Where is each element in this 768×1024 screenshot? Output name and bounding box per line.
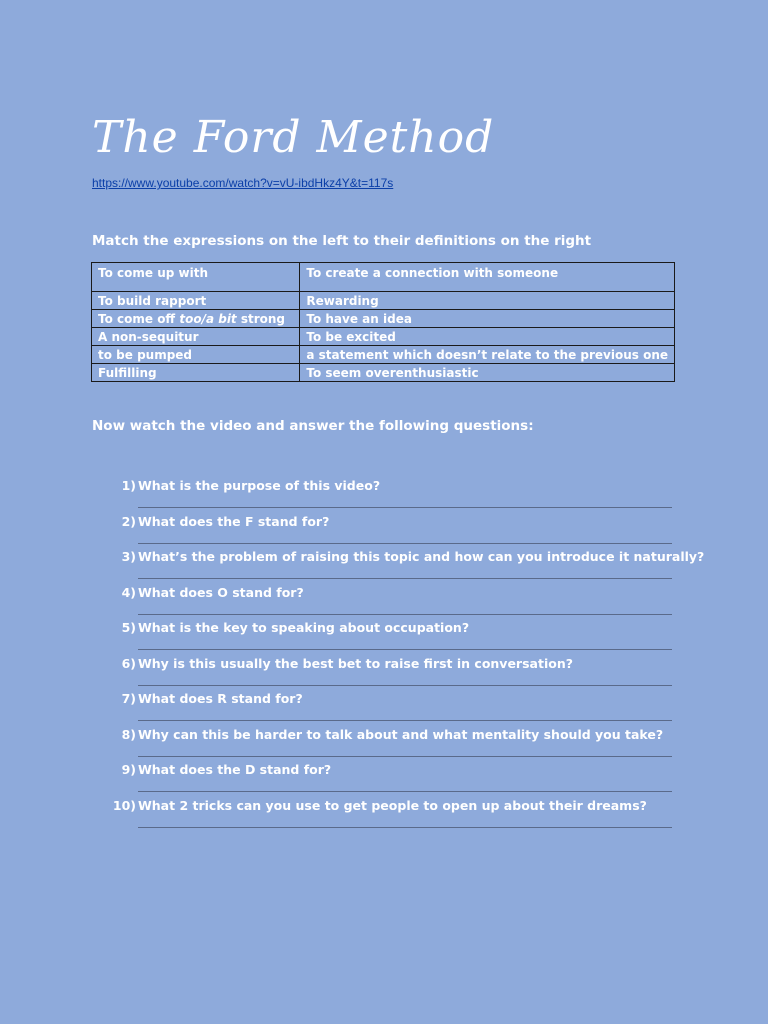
answer-line[interactable] <box>138 685 672 686</box>
question-item <box>112 549 705 585</box>
table-row <box>92 263 675 292</box>
table-row <box>92 292 675 310</box>
table-row <box>92 310 675 328</box>
question-item <box>112 514 677 550</box>
question-text: What does R stand for? <box>138 691 303 706</box>
matching-table <box>91 262 675 382</box>
definition-cell: To create a connection with someone <box>300 263 675 292</box>
question-text: Why can this be harder to talk about and what mentality should you take? <box>138 726 664 742</box>
answer-line[interactable] <box>138 614 672 615</box>
answer-line[interactable] <box>138 578 672 579</box>
expression-cell: A non-sequitur <box>92 328 300 346</box>
question-text: What does the D stand for? <box>138 762 332 777</box>
definition-cell: To be excited <box>300 328 675 346</box>
question-text: Why is this usually the best bet to raise first in conversation? <box>138 655 573 671</box>
question-list <box>112 478 705 833</box>
question-item <box>112 656 677 692</box>
table-row <box>92 346 675 364</box>
question-text: What is the purpose of this video? <box>138 478 381 493</box>
answer-line[interactable] <box>138 791 672 792</box>
definition-cell: a statement which doesn’t relate to the previous one <box>300 346 675 364</box>
question-item <box>112 798 677 834</box>
question-number: 1) <box>121 478 136 493</box>
definition-cell: Rewarding <box>300 292 675 310</box>
question-number: 7) <box>121 691 136 706</box>
question-item <box>112 691 677 727</box>
answer-line[interactable] <box>138 756 672 757</box>
question-text: What 2 tricks can you use to get people to open up about their dreams? <box>138 797 647 813</box>
question-number: 3) <box>121 549 136 564</box>
question-text: What’s the problem of raising this topic and how can you introduce it naturally? <box>138 549 705 564</box>
question-number: 2) <box>121 513 136 529</box>
answer-line[interactable] <box>138 507 672 508</box>
question-number: 6) <box>121 655 136 671</box>
question-item <box>112 478 677 514</box>
expression-cell: To build rapport <box>92 292 300 310</box>
question-item <box>112 585 677 621</box>
question-text: What is the key to speaking about occupation? <box>138 620 470 635</box>
question-number: 9) <box>121 762 136 777</box>
answer-line[interactable] <box>138 827 672 828</box>
definition-cell: To have an idea <box>300 310 675 328</box>
question-number: 5) <box>121 620 136 635</box>
question-item <box>112 727 677 763</box>
question-item <box>112 762 677 798</box>
question-number: 10) <box>112 797 136 813</box>
section-heading-questions: Now watch the video and answer the following questions: <box>92 418 534 434</box>
expression-cell: to be pumped <box>92 346 300 364</box>
question-text: What does the F stand for? <box>138 513 330 529</box>
expression-cell: Fulfilling <box>92 364 300 382</box>
expression-cell: To come off too/a bit strong <box>92 310 300 328</box>
table-row <box>92 364 675 382</box>
table-row <box>92 328 675 346</box>
document-title: The Ford Method <box>92 112 495 163</box>
answer-line[interactable] <box>138 720 672 721</box>
question-text: What does O stand for? <box>138 584 304 600</box>
definition-cell: To seem overenthusiastic <box>300 364 675 382</box>
answer-line[interactable] <box>138 543 672 544</box>
section-heading-matching: Match the expressions on the left to their definitions on the right <box>92 233 592 249</box>
video-link[interactable]: https://www.youtube.com/watch?v=vU-ibdHkz4Y&t=117s <box>92 176 394 190</box>
question-number: 8) <box>121 726 136 742</box>
question-number: 4) <box>121 584 136 600</box>
question-item <box>112 620 677 656</box>
expression-cell: To come up with <box>92 263 300 292</box>
answer-line[interactable] <box>138 649 672 650</box>
